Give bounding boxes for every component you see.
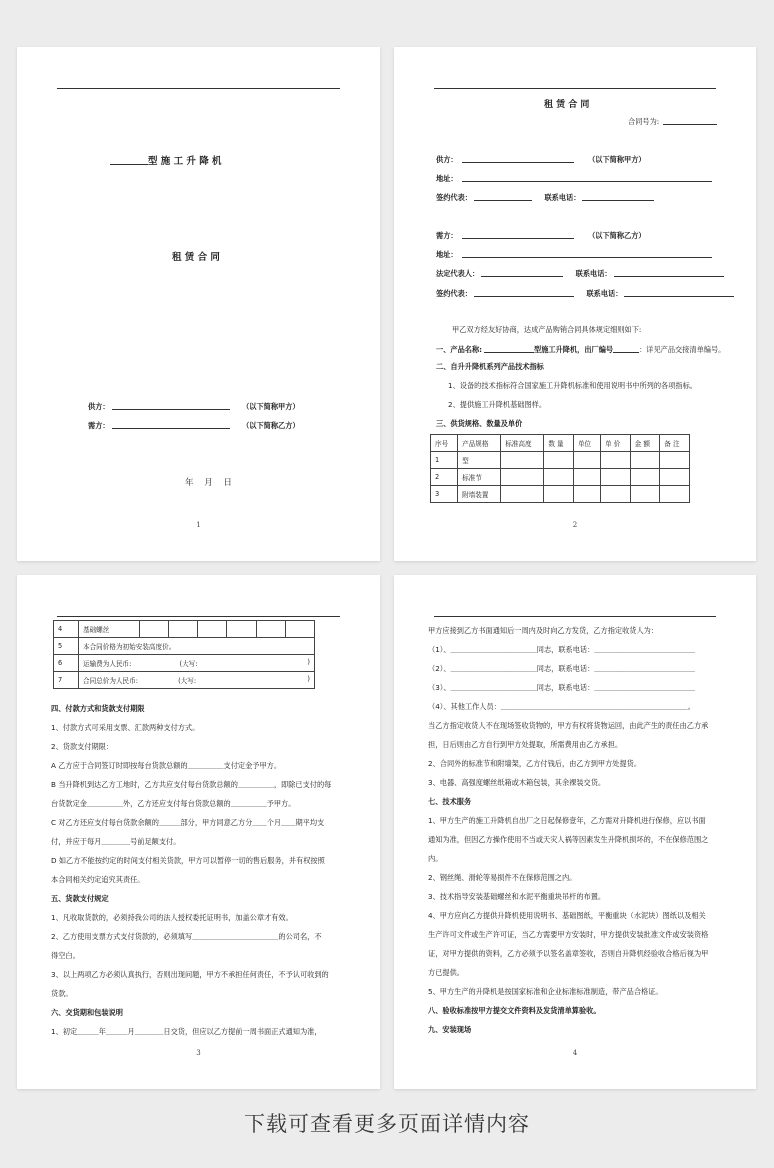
table-cell	[573, 452, 600, 469]
sign-rep2-row	[436, 288, 734, 299]
address-label: 地址：	[436, 174, 458, 183]
model-blank	[110, 156, 148, 165]
date-line: 年 月 日	[185, 478, 236, 488]
table-cell	[501, 452, 544, 469]
text-line: 3、以上两项乙方必须认真执行，否则出现问题，甲方不承担任何责任，不予认可收到的	[51, 970, 329, 979]
table-cell	[544, 469, 574, 486]
buyer-label: 需方：	[436, 231, 458, 240]
s1-serial-blank	[613, 344, 639, 353]
buyer-row	[88, 420, 300, 431]
sign-rep2-blank	[474, 288, 574, 297]
legal-rep-row	[436, 268, 724, 279]
contract-title: 租 赁 合 同	[544, 100, 590, 110]
text-line: 付，并应于每月＿＿＿＿号前足额支付。	[51, 837, 181, 846]
text-line: A 乙方应于合同签订时即按每台货款总额的＿＿＿＿＿支付定金予甲方。	[51, 761, 282, 770]
table-cell	[601, 452, 631, 469]
page-number: 4	[572, 1049, 578, 1057]
header-rule	[434, 616, 716, 617]
text-line: （1）、＿＿＿＿＿＿＿＿＿＿＿＿同志，联系电话：＿＿＿＿＿＿＿＿＿＿＿＿＿＿	[428, 645, 695, 654]
header-rule	[57, 616, 340, 617]
phone-label: 联系电话：	[544, 193, 581, 202]
text-line: 得空白。	[51, 951, 80, 960]
s1-detail: ：详见产品交接清单编号。	[639, 345, 726, 354]
text-line: C 对乙方还应支付每台货款余额的＿＿＿部分，甲方同意乙方分＿＿个月＿＿期平均支	[51, 818, 325, 827]
page-number: 2	[572, 521, 578, 529]
text-line: B 当升降机到达乙方工地时，乙方共应支付每台货款总额的＿＿＿＿＿，即除已支付的每	[51, 780, 332, 789]
table-cell: 附墙装置	[458, 486, 501, 503]
page-3	[17, 575, 380, 1089]
table-cell	[660, 469, 690, 486]
freight-big: (大写:	[179, 660, 198, 668]
buyer-blank	[112, 420, 230, 429]
table-cell: 型	[458, 452, 501, 469]
s1-blank	[484, 344, 534, 353]
table-cell	[285, 621, 314, 638]
text-line: 货款。	[51, 989, 73, 998]
text-line: 5、甲方生产的升降机是按国家标准和企业标准标准制造，带产品合格证。	[428, 987, 663, 996]
table-cell: 5	[54, 638, 79, 655]
table-row	[431, 469, 690, 486]
table-cell	[227, 621, 256, 638]
total-close: )	[307, 675, 310, 683]
sign-rep-blank	[474, 192, 532, 201]
text-line: （3）、＿＿＿＿＿＿＿＿＿＿＿＿同志，联系电话：＿＿＿＿＿＿＿＿＿＿＿＿＿＿	[428, 683, 695, 692]
text-line: 生产许可文件或生产许可证，当乙方需要甲方安装时，甲方提供安装批准文件或安装资格	[428, 930, 709, 939]
table-cell	[79, 672, 315, 689]
page-1	[17, 47, 380, 561]
model-title	[110, 153, 222, 167]
text-line: 2、货款支付期限：	[51, 742, 114, 751]
table-cell	[79, 655, 315, 672]
cover-title: 租 赁 合 同	[172, 252, 220, 263]
table-cell	[573, 486, 600, 503]
text-line: 2、钢丝绳、滑轮等易损件不在保修范围之内。	[428, 873, 577, 882]
table-cell	[630, 486, 660, 503]
download-more-link[interactable]: 下载可查看更多页面详情内容	[244, 1112, 530, 1136]
price-table	[430, 434, 690, 503]
table-cell	[544, 452, 574, 469]
table-row	[54, 672, 315, 689]
sign-rep2-label: 签约代表：	[436, 289, 472, 298]
model-suffix: 型 施 工 升 降 机	[148, 156, 222, 167]
section-2-1: 1、设备的技术指标符合国家施工升降机标准和使用说明书中所列的各项指标。	[448, 381, 697, 390]
phone2-label: 联系电话：	[575, 269, 612, 278]
sign-rep-row	[436, 192, 654, 203]
table-cell	[198, 621, 227, 638]
table-cell	[140, 621, 169, 638]
freight-close: )	[307, 658, 310, 666]
header-rule	[57, 88, 340, 89]
legal-rep-blank	[481, 268, 563, 277]
table-cell	[660, 452, 690, 469]
text-line: （4）、其他工作人员：＿＿＿＿＿＿＿＿＿＿＿＿＿＿＿＿＿＿＿＿＿＿＿＿＿＿。	[428, 702, 695, 711]
price-table-continued	[53, 620, 315, 689]
col-header: 产品规格	[458, 435, 501, 452]
contract-no-blank	[663, 116, 717, 125]
buyer-row	[436, 230, 646, 241]
col-header: 金 额	[630, 435, 660, 452]
address2-label: 地址：	[436, 250, 458, 259]
table-row	[431, 452, 690, 469]
supplier-label: 供方：	[436, 155, 458, 164]
text-line: 1、初定＿＿＿年＿＿＿月＿＿＿＿日交货，但应以乙方提前一周书面正式通知为准，	[51, 1027, 322, 1036]
supplier-label: 供方：	[88, 402, 110, 411]
text-line: 方已提供。	[428, 968, 464, 977]
table-cell: 7	[54, 672, 79, 689]
table-cell	[630, 469, 660, 486]
section-5-heading: 五、货款支付规定	[51, 894, 109, 903]
table-cell: 4	[54, 621, 79, 638]
text-line: 通知为准，但因乙方操作使用不当或天灾人祸等因素发生升降机损坏的，不在保修范围之	[428, 835, 709, 844]
table-cell	[601, 469, 631, 486]
text-line: 台货款定金＿＿＿＿＿外，乙方还应支付每台货款总额的＿＿＿＿＿予甲方。	[51, 799, 296, 808]
table-cell	[501, 486, 544, 503]
supplier-blank	[462, 154, 574, 163]
table-cell: 3	[431, 486, 458, 503]
s1-label: 一、产品名称:	[436, 345, 482, 354]
supplier-blank	[112, 401, 230, 410]
address-row	[436, 173, 712, 184]
table-cell: 2	[431, 469, 458, 486]
address-blank	[462, 173, 712, 182]
table-row	[54, 638, 315, 655]
section-2: 二、自升升降机系列产品技术指标	[436, 362, 544, 371]
table-cell	[601, 486, 631, 503]
col-header: 备 注	[660, 435, 690, 452]
page-number: 3	[196, 1049, 201, 1057]
page-number: 1	[196, 521, 201, 529]
contract-no-row	[628, 116, 717, 127]
col-header: 序号	[431, 435, 458, 452]
s1-product: 型施工升降机，出厂编号	[534, 345, 614, 354]
table-cell	[169, 621, 198, 638]
text-line: 1、甲方生产的施工升降机自出厂之日起保修壹年，乙方需对升降机进行保修，应以书面	[428, 816, 706, 825]
buyer-label: 需方：	[88, 421, 110, 430]
text-line: 当乙方指定收货人不在现场签收货物的，甲方有权将货物运回，由此产生的责任由乙方承	[428, 721, 709, 730]
text-line: 甲方应接到乙方书面通知后一周内及时向乙方发货，乙方指定收货人为：	[428, 626, 659, 635]
section-8-heading: 八、验收标准按甲方提交文件资料及发货清单算验收。	[428, 1006, 601, 1015]
freight-label: 运输费为人民币:	[83, 660, 132, 668]
intro: 甲乙双方经友好协商，达成产品购销合同具体规定细则如下:	[452, 325, 642, 334]
buyer-blank	[462, 230, 574, 239]
phone3-blank	[624, 288, 734, 297]
col-header: 数 量	[544, 435, 574, 452]
section-4-heading: 四、付款方式和货款支付期限	[51, 704, 145, 713]
section-7-heading: 七、技术服务	[428, 797, 472, 806]
col-header: 标准高度	[501, 435, 544, 452]
text-line: 1、凡收取货款的，必须持我公司的法人授权委托证明书，加盖公章才有效。	[51, 913, 293, 922]
table-cell: 本合同价格为初始安装高度价。	[79, 638, 315, 655]
sign-rep-label: 签约代表：	[436, 193, 472, 202]
table-cell: 6	[54, 655, 79, 672]
address2-row	[436, 249, 712, 260]
text-line: 担，日后则由乙方自行到甲方处提取，所需费用由乙方承担。	[428, 740, 623, 749]
section-1	[436, 344, 725, 355]
table-header-row	[431, 435, 690, 452]
supplier-row	[436, 154, 646, 165]
text-line: 4、甲方应向乙方提供升降机使用说明书、基础图纸，平衡重块（水泥块）图纸以及相关	[428, 911, 706, 920]
section-9-heading: 九、安装现场	[428, 1025, 472, 1034]
text-line: 3、技术指导安装基础螺丝和水泥平衡重块吊杆的布置。	[428, 892, 606, 901]
address2-blank	[462, 249, 712, 258]
text-line: 本合同相关约定追究其责任。	[51, 875, 145, 884]
section-6-heading: 六、交货期和包装说明	[51, 1008, 123, 1017]
table-cell	[544, 486, 574, 503]
supplier-row	[88, 401, 300, 412]
table-cell: 1	[431, 452, 458, 469]
section-3: 三、供货规格、数量及单价	[436, 419, 523, 428]
table-cell	[660, 486, 690, 503]
legal-rep-label: 法定代表人：	[436, 269, 480, 278]
table-cell	[630, 452, 660, 469]
supplier-note: （以下简称甲方）	[588, 155, 646, 164]
buyer-note: （以下简称乙方）	[588, 231, 646, 240]
table-cell: 基础螺丝	[79, 621, 140, 638]
text-line: 2、合同外的标准节和附墙架，乙方付钱后，由乙方到甲方处提货。	[428, 759, 642, 768]
text-line: D 如乙方不能按约定的时间支付相关货款，甲方可以暂停一切的售后服务，并有权按照	[51, 856, 325, 865]
page-2	[394, 47, 756, 561]
table-cell: 标准节	[458, 469, 501, 486]
table-row	[54, 655, 315, 672]
total-label: 合同总价为人民币:	[83, 677, 138, 685]
text-line: 内。	[428, 854, 443, 863]
page-4	[394, 575, 756, 1089]
col-header: 单位	[573, 435, 600, 452]
contract-no-label: 合同号为:	[628, 117, 660, 126]
buyer-note: （以下简称乙方）	[242, 421, 300, 430]
table-cell	[573, 469, 600, 486]
text-line: 3、电器、高强度螺丝纸箱或木箱包装，其余裸装交货。	[428, 778, 606, 787]
table-row	[431, 486, 690, 503]
table-row	[54, 621, 315, 638]
phone2-blank	[614, 268, 724, 277]
total-big: (大写:	[178, 677, 197, 685]
table-cell	[256, 621, 285, 638]
supplier-note: （以下简称甲方）	[242, 402, 300, 411]
text-line: 证，对甲方提供的资料，乙方必须予以签名盖章签收，否则自升降机经验收合格后视为甲	[428, 949, 709, 958]
col-header: 单 价	[601, 435, 631, 452]
phone3-label: 联系电话：	[586, 289, 623, 298]
table-cell	[501, 469, 544, 486]
text-line: 2、乙方使用支票方式支付货款的，必须填写＿＿＿＿＿＿＿＿＿＿＿＿的公司名，不	[51, 932, 322, 941]
phone-blank	[582, 192, 654, 201]
section-2-2: 2、提供施工升降机基础图样。	[448, 400, 547, 409]
text-line: （2）、＿＿＿＿＿＿＿＿＿＿＿＿同志，联系电话：＿＿＿＿＿＿＿＿＿＿＿＿＿＿	[428, 664, 695, 673]
text-line: 1、付款方式可采用支票、汇款两种支付方式。	[51, 723, 200, 732]
header-rule	[434, 88, 716, 89]
